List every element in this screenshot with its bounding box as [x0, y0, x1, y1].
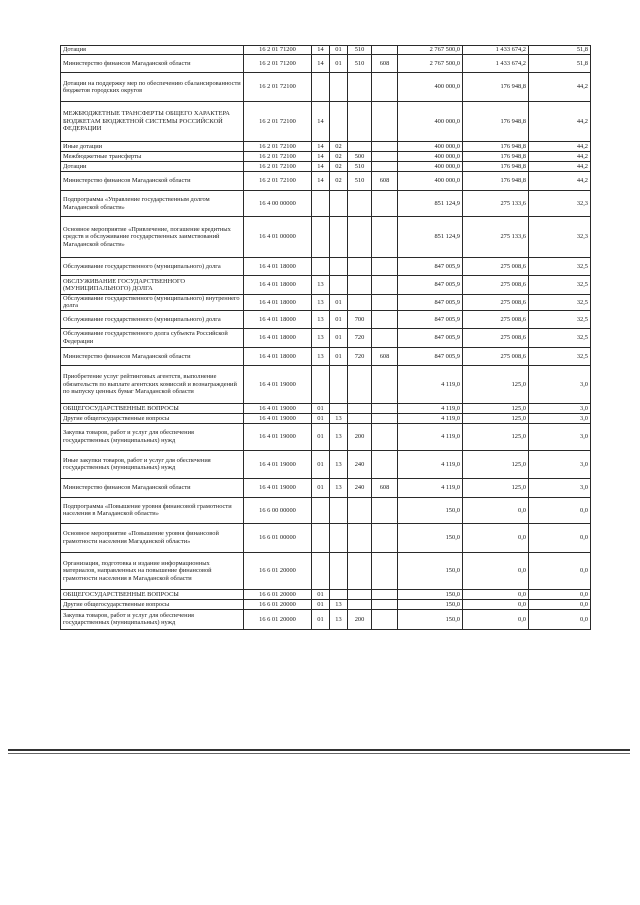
row-administrator-code: [372, 102, 398, 142]
row-subsection: [330, 191, 348, 217]
row-planned-amount: 150,0: [398, 497, 463, 523]
row-name: Дотации: [61, 162, 244, 172]
row-administrator-code: [372, 365, 398, 403]
row-expense-type: 240: [348, 478, 372, 497]
row-expense-type: 240: [348, 450, 372, 478]
row-section: [312, 523, 330, 552]
row-name: Министерство финансов Магаданской области: [61, 478, 244, 497]
row-target-article: 16 2 01 72100: [244, 152, 312, 162]
row-name: МЕЖБЮДЖЕТНЫЕ ТРАНСФЕРТЫ ОБЩЕГО ХАРАКТЕРА БЮДЖЕТАМ БЮДЖЕТНОЙ СИСТЕМЫ РОССИЙСКОЙ ФЕДЕРАЦИИ: [61, 102, 244, 142]
table-row: [61, 478, 591, 497]
row-administrator-code: [372, 191, 398, 217]
row-actual-amount: 125,0: [463, 413, 529, 423]
row-section: 01: [312, 589, 330, 599]
row-administrator-code: [372, 258, 398, 276]
row-subsection: [330, 276, 348, 295]
table-row: [61, 347, 591, 365]
row-name: Министерство финансов Магаданской области: [61, 55, 244, 73]
row-name: Основное мероприятие «Повышение уровня финансовой грамотности населения Магаданской области»: [61, 523, 244, 552]
table-row: [61, 46, 591, 55]
row-planned-amount: 400 000,0: [398, 73, 463, 102]
page-bottom-rule-thin: [8, 753, 630, 754]
row-section: 14: [312, 172, 330, 191]
row-target-article: 16 6 00 00000: [244, 497, 312, 523]
row-expense-type: [348, 403, 372, 413]
row-planned-amount: 847 005,9: [398, 347, 463, 365]
row-actual-amount: 275 008,6: [463, 328, 529, 347]
row-administrator-code: [372, 523, 398, 552]
table-row: [61, 55, 591, 73]
row-section: 14: [312, 152, 330, 162]
row-administrator-code: 608: [372, 347, 398, 365]
row-target-article: 16 4 01 18000: [244, 295, 312, 311]
row-planned-amount: 847 005,9: [398, 310, 463, 328]
row-target-article: 16 4 01 19000: [244, 413, 312, 423]
row-planned-amount: 400 000,0: [398, 142, 463, 152]
row-actual-amount: 1 433 674,2: [463, 55, 529, 73]
row-administrator-code: [372, 217, 398, 258]
row-administrator-code: [372, 310, 398, 328]
table-row: [61, 599, 591, 609]
table-row: [61, 217, 591, 258]
row-actual-amount: 0,0: [463, 589, 529, 599]
row-section: 14: [312, 102, 330, 142]
row-name: Межбюджетные трансферты: [61, 152, 244, 162]
row-execution-percent: 0,0: [529, 497, 591, 523]
row-execution-percent: 32,5: [529, 295, 591, 311]
row-actual-amount: 1 433 674,2: [463, 46, 529, 55]
row-subsection: 13: [330, 413, 348, 423]
row-administrator-code: [372, 295, 398, 311]
row-target-article: 16 4 01 18000: [244, 258, 312, 276]
row-administrator-code: [372, 609, 398, 629]
row-execution-percent: 32,5: [529, 347, 591, 365]
table-row: [61, 142, 591, 152]
table-row: [61, 523, 591, 552]
row-expense-type: [348, 258, 372, 276]
row-planned-amount: 400 000,0: [398, 162, 463, 172]
row-administrator-code: [372, 450, 398, 478]
row-planned-amount: 400 000,0: [398, 102, 463, 142]
row-execution-percent: 51,8: [529, 46, 591, 55]
row-administrator-code: [372, 162, 398, 172]
row-expense-type: 510: [348, 162, 372, 172]
row-name: Другие общегосударственные вопросы: [61, 599, 244, 609]
row-actual-amount: 0,0: [463, 497, 529, 523]
table-row: [61, 162, 591, 172]
row-section: 01: [312, 403, 330, 413]
row-planned-amount: 150,0: [398, 552, 463, 589]
row-target-article: 16 4 01 18000: [244, 347, 312, 365]
row-name: Обслуживание государственного долга субъекта Российской Федерации: [61, 328, 244, 347]
row-planned-amount: 4 119,0: [398, 403, 463, 413]
row-expense-type: 200: [348, 609, 372, 629]
table-row: [61, 310, 591, 328]
table-row: [61, 295, 591, 311]
table-row: [61, 73, 591, 102]
row-expense-type: [348, 413, 372, 423]
row-target-article: 16 4 01 00000: [244, 217, 312, 258]
row-name: Закупка товаров, работ и услуг для обеспечения государственных (муниципальных) нужд: [61, 609, 244, 629]
row-expense-type: 720: [348, 328, 372, 347]
row-actual-amount: 176 948,8: [463, 172, 529, 191]
row-administrator-code: [372, 328, 398, 347]
row-target-article: 16 2 01 72100: [244, 162, 312, 172]
row-subsection: 01: [330, 328, 348, 347]
row-expense-type: 720: [348, 347, 372, 365]
row-planned-amount: 851 124,9: [398, 217, 463, 258]
row-planned-amount: 150,0: [398, 589, 463, 599]
row-actual-amount: 176 948,8: [463, 152, 529, 162]
row-administrator-code: [372, 152, 398, 162]
row-section: 14: [312, 46, 330, 55]
row-subsection: [330, 497, 348, 523]
row-subsection: 01: [330, 310, 348, 328]
row-execution-percent: 32,5: [529, 328, 591, 347]
row-expense-type: [348, 142, 372, 152]
row-actual-amount: 275 008,6: [463, 347, 529, 365]
row-execution-percent: 3,0: [529, 413, 591, 423]
row-actual-amount: 125,0: [463, 365, 529, 403]
row-target-article: 16 6 01 20000: [244, 609, 312, 629]
row-actual-amount: 0,0: [463, 609, 529, 629]
row-execution-percent: 44,2: [529, 142, 591, 152]
row-administrator-code: [372, 599, 398, 609]
row-execution-percent: 32,5: [529, 310, 591, 328]
row-name: Иные дотации: [61, 142, 244, 152]
row-execution-percent: 3,0: [529, 403, 591, 413]
row-actual-amount: 0,0: [463, 552, 529, 589]
row-planned-amount: 847 005,9: [398, 328, 463, 347]
row-administrator-code: [372, 276, 398, 295]
row-name: Приобретение услуг рейтинговых агентств, выполнение обязательств по выплате агентских комиссий и вознаграждений по выпуску ценных бумаг Магаданской области: [61, 365, 244, 403]
row-subsection: 13: [330, 609, 348, 629]
row-target-article: 16 6 01 20000: [244, 589, 312, 599]
row-execution-percent: 44,2: [529, 172, 591, 191]
row-section: 13: [312, 310, 330, 328]
table-row: [61, 276, 591, 295]
row-target-article: 16 4 01 19000: [244, 450, 312, 478]
row-target-article: 16 6 01 00000: [244, 523, 312, 552]
row-expense-type: [348, 295, 372, 311]
row-actual-amount: 275 008,6: [463, 276, 529, 295]
row-execution-percent: 3,0: [529, 478, 591, 497]
row-planned-amount: 847 005,9: [398, 258, 463, 276]
row-execution-percent: 3,0: [529, 365, 591, 403]
row-section: 13: [312, 328, 330, 347]
row-expense-type: 510: [348, 46, 372, 55]
row-section: 01: [312, 609, 330, 629]
table-row: [61, 609, 591, 629]
table-body: [61, 46, 591, 630]
row-name: Другие общегосударственные вопросы: [61, 413, 244, 423]
row-execution-percent: 3,0: [529, 450, 591, 478]
row-target-article: 16 6 01 20000: [244, 599, 312, 609]
row-target-article: 16 2 01 72100: [244, 102, 312, 142]
row-section: 01: [312, 599, 330, 609]
row-target-article: 16 2 01 72100: [244, 142, 312, 152]
table-row: [61, 497, 591, 523]
row-name: Иные закупки товаров, работ и услуг для обеспечения государственных (муниципальных) нужд: [61, 450, 244, 478]
row-subsection: 01: [330, 55, 348, 73]
row-target-article: 16 4 01 18000: [244, 310, 312, 328]
row-subsection: [330, 403, 348, 413]
row-section: [312, 365, 330, 403]
row-planned-amount: 4 119,0: [398, 413, 463, 423]
row-planned-amount: 150,0: [398, 523, 463, 552]
row-section: 14: [312, 142, 330, 152]
row-name: Закупка товаров, работ и услуг для обеспечения государственных (муниципальных) нужд: [61, 423, 244, 450]
row-execution-percent: 32,5: [529, 276, 591, 295]
row-subsection: [330, 217, 348, 258]
table-row: [61, 328, 591, 347]
row-execution-percent: 32,5: [529, 258, 591, 276]
row-section: 01: [312, 423, 330, 450]
row-administrator-code: 608: [372, 55, 398, 73]
row-subsection: 13: [330, 599, 348, 609]
row-administrator-code: [372, 73, 398, 102]
row-expense-type: [348, 523, 372, 552]
row-target-article: 16 4 01 19000: [244, 403, 312, 413]
table-row: [61, 191, 591, 217]
row-target-article: 16 4 01 18000: [244, 276, 312, 295]
row-expense-type: 700: [348, 310, 372, 328]
row-actual-amount: 275 133,6: [463, 191, 529, 217]
row-subsection: 13: [330, 478, 348, 497]
row-expense-type: [348, 365, 372, 403]
row-administrator-code: [372, 413, 398, 423]
row-execution-percent: 44,2: [529, 152, 591, 162]
row-target-article: 16 2 01 72100: [244, 73, 312, 102]
row-section: 13: [312, 276, 330, 295]
row-planned-amount: 847 005,9: [398, 295, 463, 311]
row-execution-percent: 32,3: [529, 217, 591, 258]
table-row: [61, 552, 591, 589]
row-name: Обслуживание государственного (муниципального) долга: [61, 258, 244, 276]
row-section: [312, 552, 330, 589]
row-name: Организация, подготовка и издание информационных материалов, направленных на повышение финансовой грамотности населения в Магаданской области: [61, 552, 244, 589]
row-execution-percent: 51,8: [529, 55, 591, 73]
row-expense-type: [348, 497, 372, 523]
row-name: ОБЩЕГОСУДАРСТВЕННЫЕ ВОПРОСЫ: [61, 589, 244, 599]
row-subsection: [330, 365, 348, 403]
row-actual-amount: 0,0: [463, 599, 529, 609]
row-section: [312, 258, 330, 276]
row-subsection: 01: [330, 347, 348, 365]
row-execution-percent: 44,2: [529, 162, 591, 172]
row-section: 01: [312, 413, 330, 423]
row-subsection: [330, 73, 348, 102]
row-target-article: 16 4 01 19000: [244, 365, 312, 403]
row-planned-amount: 4 119,0: [398, 365, 463, 403]
row-name: ОБСЛУЖИВАНИЕ ГОСУДАРСТВЕННОГО (МУНИЦИПАЛЬНОГО) ДОЛГА: [61, 276, 244, 295]
row-expense-type: [348, 191, 372, 217]
row-subsection: [330, 523, 348, 552]
row-expense-type: [348, 599, 372, 609]
table-row: [61, 102, 591, 142]
row-section: [312, 217, 330, 258]
budget-report-table: [60, 45, 591, 630]
row-subsection: [330, 552, 348, 589]
row-name: Обслуживание государственного (муниципального) внутреннего долга: [61, 295, 244, 311]
row-planned-amount: 150,0: [398, 599, 463, 609]
row-target-article: 16 4 01 19000: [244, 478, 312, 497]
row-expense-type: 500: [348, 152, 372, 162]
row-subsection: 13: [330, 450, 348, 478]
row-actual-amount: 275 008,6: [463, 310, 529, 328]
row-administrator-code: [372, 589, 398, 599]
row-planned-amount: 400 000,0: [398, 152, 463, 162]
page-bottom-rule: [8, 749, 630, 751]
row-name: Подпрограмма «Повышение уровня финансовой грамотности населения в Магаданской области»: [61, 497, 244, 523]
row-planned-amount: 4 119,0: [398, 423, 463, 450]
row-expense-type: 510: [348, 172, 372, 191]
row-target-article: 16 4 01 18000: [244, 328, 312, 347]
row-administrator-code: [372, 403, 398, 413]
row-expense-type: [348, 102, 372, 142]
row-planned-amount: 400 000,0: [398, 172, 463, 191]
row-actual-amount: 275 133,6: [463, 217, 529, 258]
row-subsection: [330, 258, 348, 276]
row-expense-type: 200: [348, 423, 372, 450]
row-planned-amount: 851 124,9: [398, 191, 463, 217]
row-execution-percent: 32,3: [529, 191, 591, 217]
table-row: [61, 450, 591, 478]
row-subsection: [330, 102, 348, 142]
row-subsection: 02: [330, 172, 348, 191]
table-row: [61, 365, 591, 403]
row-name: Министерство финансов Магаданской области: [61, 347, 244, 365]
row-section: 01: [312, 478, 330, 497]
row-administrator-code: [372, 46, 398, 55]
row-administrator-code: [372, 142, 398, 152]
row-expense-type: [348, 552, 372, 589]
row-target-article: 16 2 01 71200: [244, 46, 312, 55]
row-actual-amount: 125,0: [463, 478, 529, 497]
row-section: 13: [312, 295, 330, 311]
row-expense-type: [348, 217, 372, 258]
row-planned-amount: 4 119,0: [398, 478, 463, 497]
row-section: [312, 191, 330, 217]
table-row: [61, 589, 591, 599]
row-execution-percent: 44,2: [529, 102, 591, 142]
table-row: [61, 258, 591, 276]
row-target-article: 16 4 01 19000: [244, 423, 312, 450]
row-subsection: 02: [330, 162, 348, 172]
row-subsection: 02: [330, 152, 348, 162]
row-section: 14: [312, 55, 330, 73]
row-actual-amount: 176 948,8: [463, 73, 529, 102]
row-name: Дотация: [61, 46, 244, 55]
row-section: [312, 497, 330, 523]
row-target-article: 16 2 01 71200: [244, 55, 312, 73]
row-name: Дотации на поддержку мер по обеспечению сбалансированности бюджетов городских округов: [61, 73, 244, 102]
row-section: 01: [312, 450, 330, 478]
row-actual-amount: 275 008,6: [463, 295, 529, 311]
row-expense-type: [348, 73, 372, 102]
row-section: 13: [312, 347, 330, 365]
row-actual-amount: 125,0: [463, 403, 529, 413]
row-section: [312, 73, 330, 102]
row-section: 14: [312, 162, 330, 172]
table-row: [61, 413, 591, 423]
row-name: Основное мероприятие «Привлечение, погашение кредитных средств и обслуживание государственных заимствований Магаданской области»: [61, 217, 244, 258]
row-name: Министерство финансов Магаданской области: [61, 172, 244, 191]
row-execution-percent: 0,0: [529, 523, 591, 552]
row-administrator-code: [372, 552, 398, 589]
row-target-article: 16 6 01 20000: [244, 552, 312, 589]
row-actual-amount: 176 948,8: [463, 102, 529, 142]
row-expense-type: [348, 276, 372, 295]
table-row: [61, 403, 591, 413]
table-row: [61, 172, 591, 191]
row-planned-amount: 2 767 500,0: [398, 55, 463, 73]
row-expense-type: [348, 589, 372, 599]
table-row: [61, 423, 591, 450]
row-planned-amount: 150,0: [398, 609, 463, 629]
row-name: Обслуживание государственного (муниципального) долга: [61, 310, 244, 328]
row-administrator-code: [372, 497, 398, 523]
row-actual-amount: 176 948,8: [463, 142, 529, 152]
row-administrator-code: 608: [372, 478, 398, 497]
row-execution-percent: 0,0: [529, 589, 591, 599]
row-administrator-code: [372, 423, 398, 450]
row-actual-amount: 275 008,6: [463, 258, 529, 276]
row-subsection: 01: [330, 295, 348, 311]
row-planned-amount: 2 767 500,0: [398, 46, 463, 55]
row-expense-type: 510: [348, 55, 372, 73]
row-execution-percent: 0,0: [529, 609, 591, 629]
table-row: [61, 152, 591, 162]
row-planned-amount: 4 119,0: [398, 450, 463, 478]
row-target-article: 16 4 00 00000: [244, 191, 312, 217]
row-actual-amount: 176 948,8: [463, 162, 529, 172]
row-actual-amount: 125,0: [463, 423, 529, 450]
row-execution-percent: 0,0: [529, 552, 591, 589]
row-actual-amount: 0,0: [463, 523, 529, 552]
row-subsection: 13: [330, 423, 348, 450]
row-subsection: 02: [330, 142, 348, 152]
row-execution-percent: 0,0: [529, 599, 591, 609]
row-administrator-code: 608: [372, 172, 398, 191]
row-actual-amount: 125,0: [463, 450, 529, 478]
row-subsection: [330, 589, 348, 599]
row-execution-percent: 44,2: [529, 73, 591, 102]
row-subsection: 01: [330, 46, 348, 55]
row-target-article: 16 2 01 72100: [244, 172, 312, 191]
row-name: ОБЩЕГОСУДАРСТВЕННЫЕ ВОПРОСЫ: [61, 403, 244, 413]
row-planned-amount: 847 005,9: [398, 276, 463, 295]
row-execution-percent: 3,0: [529, 423, 591, 450]
row-name: Подпрограмма «Управление государственным долгом Магаданской области»: [61, 191, 244, 217]
